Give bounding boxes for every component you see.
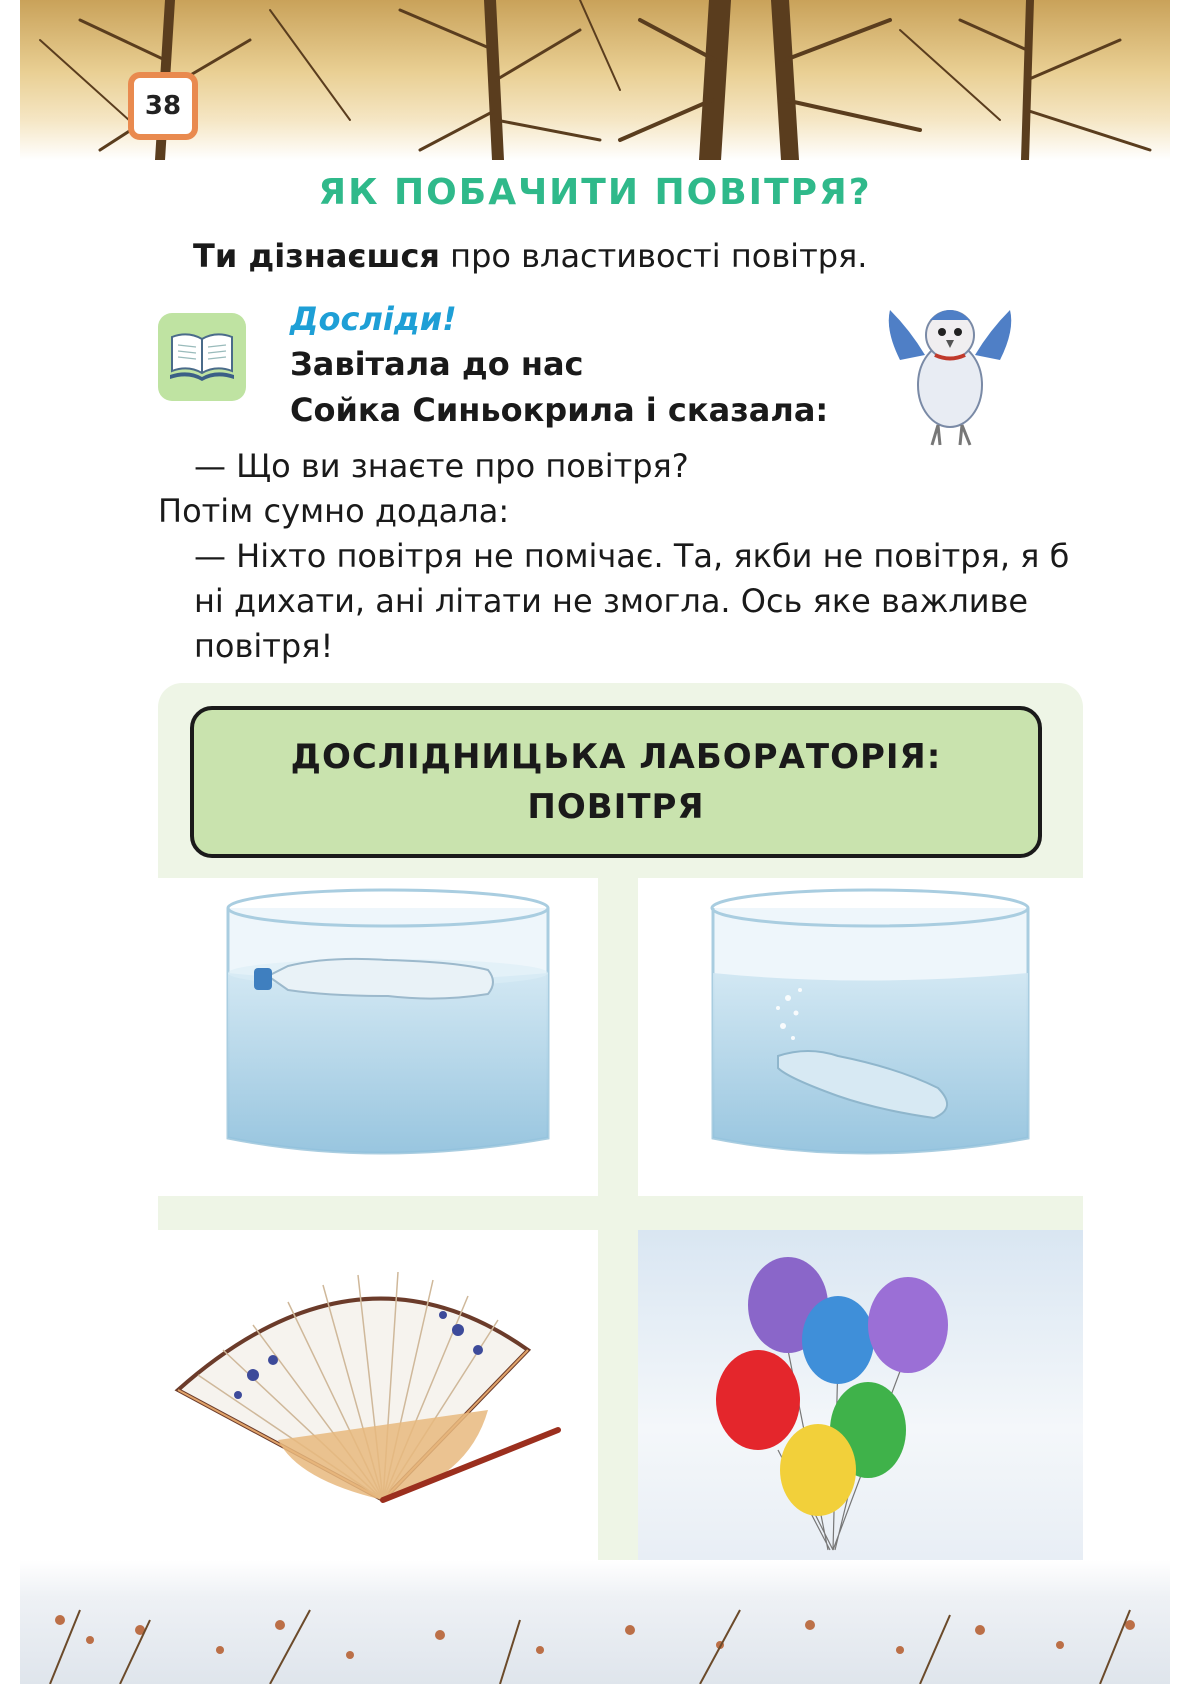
explore-line-2: Сойка Синьокрила і сказала:: [290, 391, 829, 429]
lab-title-line-1: ДОСЛІДНИЦЬКА ЛАБОРАТОРІЯ:: [290, 737, 942, 777]
story-line-1: — Що ви знаєте про повітря?: [194, 447, 689, 485]
page-number-badge: [128, 72, 198, 140]
intro-bold-phrase: Ти дізнаєшся: [193, 237, 440, 275]
explore-line-1: Завітала до нас: [290, 345, 584, 383]
book-icon: [158, 313, 246, 401]
folding-fan: [158, 1230, 598, 1560]
footer-photo-snow: [20, 1560, 1170, 1684]
intro-rest: про властивості повітря.: [439, 237, 868, 275]
lab-title-line-2: ПОВІТРЯ: [527, 787, 705, 827]
balloons-sky: [638, 1230, 1083, 1560]
lesson-intro: [193, 236, 867, 276]
lesson-title: ЯК ПОБАЧИТИ ПОВІТРЯ?: [318, 172, 872, 213]
lab-title-box: [190, 706, 1042, 858]
page-number: 38: [144, 91, 182, 121]
jay-bird-illustration: [880, 300, 1020, 450]
story-line-3: — Ніхто повітря не помічає. Та, якби не повітря, я б ні дихати, ані літати не змогла. Ось яке важливе повітря!: [194, 537, 1070, 665]
story-line-2: Потім сумно додала:: [158, 492, 510, 530]
water-tank-floating-bottle: [158, 878, 598, 1196]
explore-label: Досліди!: [290, 300, 457, 338]
water-tank-sinking-bottle: [638, 878, 1083, 1196]
story-text: [158, 444, 1088, 669]
